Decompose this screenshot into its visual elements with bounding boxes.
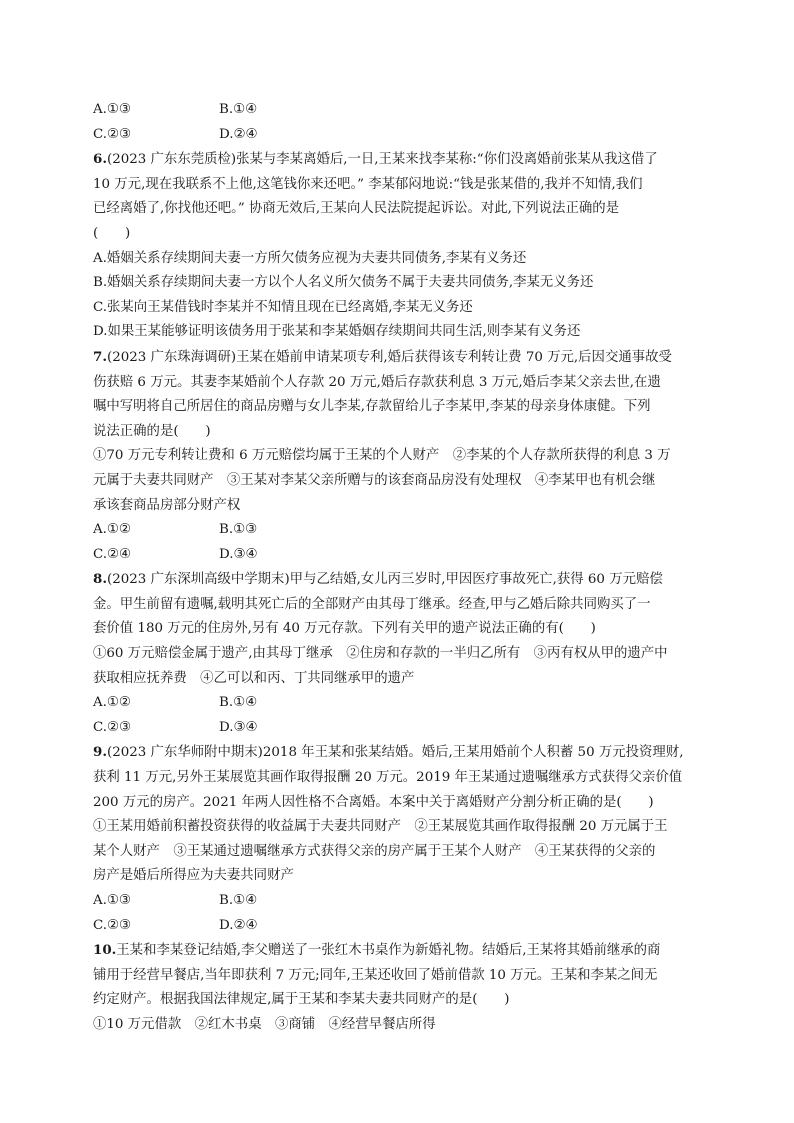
option-d: D.②④ [219,917,258,933]
option-c: C.②③ [93,917,132,933]
option-d: D.③④ [219,546,258,562]
statement-line: ①10 万元借款 ②红木书桌 ③商铺 ④经营早餐店所得 [93,1016,436,1032]
question-stem-line: 10 万元,现在我联系不上他,这笔钱你来还吧。” 李某郁闷地说:“钱是张某借的,我并不知情,我们 [93,176,643,192]
option-d: D.③④ [219,719,258,735]
options-row-1 [93,691,701,716]
question-stem-line: 铺用于经营早餐店,当年即获利 7 万元;同年,王某还收回了婚前借款 10 万元。王某和李某之间无 [93,967,658,983]
option-a: A.①② [93,522,131,538]
option-b: B.①③ [219,522,258,538]
choice-b: B.婚姻关系存续期间夫妻一方以个人名义所欠债务不属于夫妻共同债务,李某无义务还 [93,275,594,291]
option-a: A.①② [93,695,131,711]
question-stem-line: 金。甲生前留有遗嘱,载明其死亡后的全部财产由其母丁继承。经查,甲与乙婚后除共同购买了一 [93,596,651,612]
question-stem-line: 已经离婚了,你找他还吧。” 协商无效后,王某向人民法院提起诉讼。对此,下列说法正确的是 [93,201,620,217]
choice-c: C.张某向王某借钱时李某并不知情且现在已经离婚,李某无义务还 [93,299,473,315]
question-10 [93,938,701,1037]
option-a: A.①③ [93,102,131,117]
question-text: (2023 广东深圳高级中学期末)甲与乙结婚,女儿丙三岁时,甲因医疗事故死亡,获得 60 万元赔偿 [106,572,663,588]
options-row-2 [93,543,701,568]
statement-line: ①70 万元专利转让费和 6 万元赔偿均属于王某的个人财产 ②李某的个人存款所获得的利息 3 万 [93,448,671,464]
question-stem-line: 伤获赔 6 万元。其妻李某婚前个人存款 20 万元,婚后存款获利息 3 万元,婚后李某父亲去世,在遗 [93,374,661,390]
statement-line: ①60 万元赔偿金属于遗产,由其母丁继承 ②住房和存款的一半归乙所有 ③丙有权从甲的遗产中 [93,646,668,662]
question-stem-line: 200 万元的房产。2021 年两人因性格不合离婚。本案中关于离婚财产分割分析正确的是( ) [93,794,654,810]
option-d: D.②④ [219,126,258,142]
statement-line: 某个人财产 ③王某通过遗嘱继承方式获得父亲的房产属于王某个人财产 ④王某获得的父亲的 [93,843,656,859]
options-row-1 [93,889,701,914]
question-stem-line: 说法正确的是( ) [93,423,211,439]
question-stem-line: 获利 11 万元,另外王某展览其画作取得报酬 20 万元。2019 年王某通过遗嘱继承方式获得父亲价值 [93,770,683,786]
option-c: C.②④ [93,546,132,562]
question-number: 10. [93,942,117,959]
statement-line: 承该套商品房部分财产权 [93,497,241,513]
question-stem-line: 套价值 180 万元的住房外,另有 40 万元存款。下列有关甲的遗产说法正确的有( ) [93,621,596,637]
prev-options-row-1 [93,98,701,123]
option-c: C.②③ [93,719,132,735]
exam-page [93,98,701,1038]
options-row-1 [93,518,701,543]
statement-line: 元属于夫妻共同财产 ③王某对李某父亲所赠与的该套商品房没有处理权 ④李某甲也有机会继 [93,472,656,488]
question-9 [93,740,701,938]
option-b: B.①④ [219,695,258,711]
choice-a: A.婚姻关系存续期间夫妻一方所欠债务应视为夫妻共同债务,李某有义务还 [93,250,527,266]
choice-d: D.如果王某能够证明该债务用于张某和李某婚姻存续期间共同生活,则李某有义务还 [93,324,581,340]
question-6 [93,147,701,345]
question-number: 9. [93,744,107,761]
question-number: 8. [93,571,107,588]
option-c: C.②③ [93,126,132,142]
statement-line: 获取相应抚养费 ④乙可以和丙、丁共同继承甲的遗产 [93,670,415,686]
option-b: B.①④ [219,102,258,117]
option-b: B.①④ [219,893,258,908]
question-stem-line: 嘱中写明将自己所居住的商品房赠与女儿李某,存款留给儿子李某甲,李某的母亲身体康健。下列 [93,399,651,415]
question-text: (2023 广东华师附中期末)2018 年王某和张某结婚。婚后,王某用婚前个人积蓄 50 万元投资理财, [106,745,684,761]
question-8 [93,567,701,740]
statement-line: ①王某用婚前积蓄投资获得的收益属于夫妻共同财产 ②王某展览其画作取得报酬 20 万元属于王 [93,819,668,835]
options-row-2 [93,716,701,741]
statement-line: 房产是婚后所得应为夫妻共同财产 [93,868,294,884]
option-a: A.①③ [93,893,131,908]
question-stem-line [93,740,701,766]
question-7 [93,345,701,567]
question-number: 6. [93,151,107,168]
prev-options-row-2 [93,123,701,148]
question-number: 7. [93,348,107,365]
options-row-2 [93,914,701,939]
answer-paren: ( ) [93,225,131,241]
question-stem-line [93,938,701,964]
question-stem-line [93,147,701,173]
question-stem-line: 约定财产。根据我国法律规定,属于王某和李某夫妻共同财产的是( ) [93,992,510,1008]
question-stem-line [93,345,701,371]
question-text: (2023 广东东莞质检)张某与李某离婚后,一日,王某来找李某称:“你们没离婚前张某从我这借了 [106,152,658,168]
question-text: (2023 广东珠海调研)王某在婚前申请某项专利,婚后获得该专利转让费 70 万元,后因交通事故受 [106,349,672,365]
question-stem-line [93,567,701,593]
question-text: 王某和李某登记结婚,李父赠送了一张红木书桌作为新婚礼物。结婚后,王某将其婚前继承的商 [116,943,661,959]
